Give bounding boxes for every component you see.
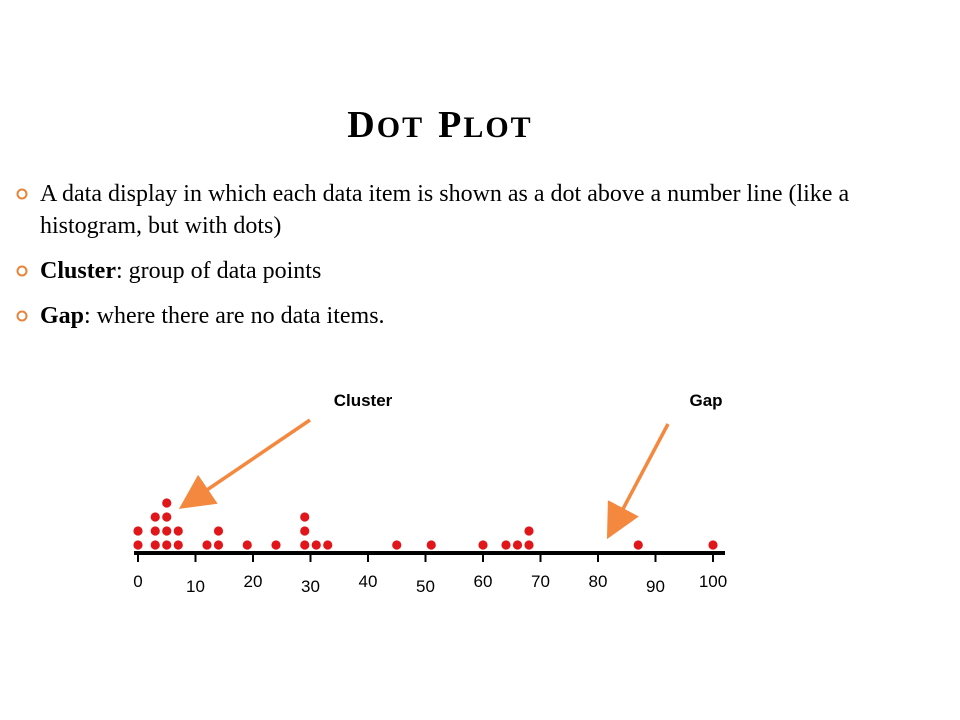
data-dot (478, 540, 487, 549)
title-first-initial: D (347, 104, 377, 146)
bullet-term: Gap (40, 303, 85, 329)
bullet-text: A data display in which each data item is shown as a dot above a number line (like a histogram, but with dots) (40, 181, 850, 239)
tick-label: 40 (358, 572, 378, 591)
data-dot (162, 540, 171, 549)
data-dot (243, 540, 252, 549)
data-dot (214, 526, 223, 535)
tick-label: 20 (243, 572, 263, 591)
tick-label: 60 (473, 572, 493, 591)
data-dot (151, 526, 160, 535)
data-dot (162, 526, 171, 535)
title-first-rest: OT (376, 111, 425, 144)
data-dot (513, 540, 522, 549)
tick-label: 80 (588, 572, 608, 591)
data-dot (133, 540, 142, 549)
data-dot (524, 526, 533, 535)
data-dot (151, 540, 160, 549)
data-dot (312, 540, 321, 549)
data-dot (392, 540, 401, 549)
tick-label: 10 (186, 577, 205, 596)
data-dot (133, 526, 142, 535)
data-dot (214, 540, 223, 549)
data-dot (151, 512, 160, 521)
bullet-text: : where there are no data items. (84, 303, 385, 329)
data-dot (174, 540, 183, 549)
title-second-initial: P (438, 104, 464, 146)
annotation-label: Gap (689, 391, 723, 410)
tick-label: 100 (698, 572, 728, 591)
annotation-label: Cluster (333, 391, 393, 410)
annotation-arrow (610, 424, 668, 533)
bullet-term: Cluster (40, 258, 116, 284)
data-dot (427, 540, 436, 549)
data-dot (300, 526, 309, 535)
data-dot (174, 526, 183, 535)
tick-label: 50 (416, 577, 435, 596)
data-dot (300, 540, 309, 549)
tick-label: 70 (531, 572, 550, 591)
data-dot (162, 512, 171, 521)
data-dot (524, 540, 533, 549)
tick-label: 30 (301, 577, 320, 596)
data-dot (300, 512, 309, 521)
data-dot (271, 540, 280, 549)
data-dot (708, 540, 717, 549)
data-dot (634, 540, 643, 549)
tick-label: 0 (133, 572, 143, 591)
bullet-text: : group of data points (115, 258, 322, 284)
data-dot (202, 540, 211, 549)
data-dot (501, 540, 510, 549)
tick-label: 90 (646, 577, 665, 596)
annotation-arrow (185, 420, 310, 505)
title-second-rest: LOT (463, 111, 533, 144)
data-dot (162, 498, 171, 507)
data-dot (323, 540, 332, 549)
